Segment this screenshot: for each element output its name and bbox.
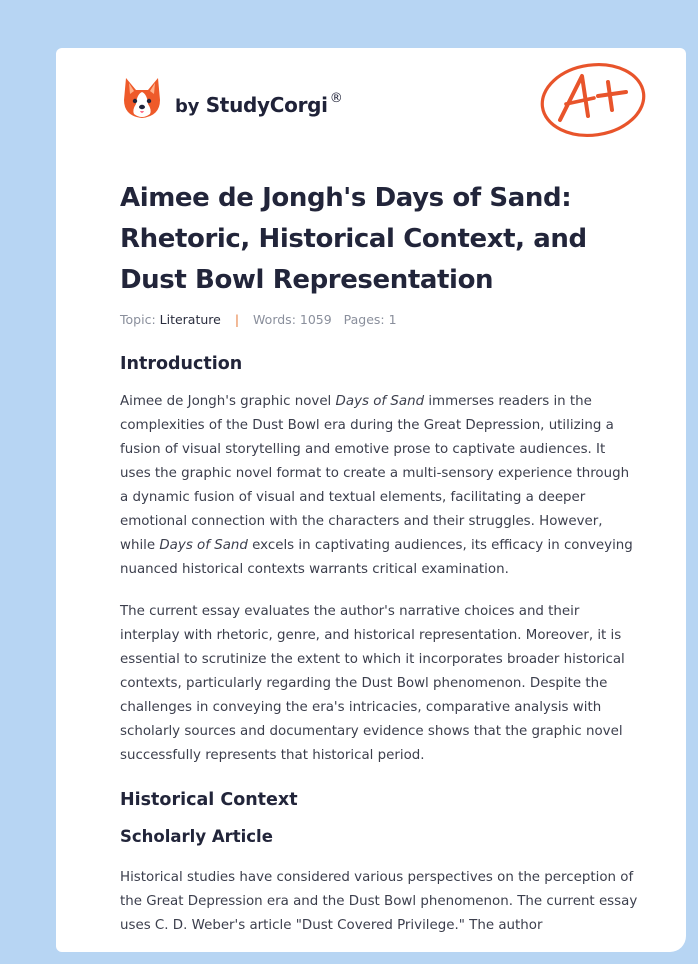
corgi-icon: [122, 76, 162, 120]
essay-body: [120, 350, 640, 938]
pages-value: 1: [388, 312, 397, 327]
essay-meta: [120, 312, 397, 327]
document-page: [56, 48, 686, 952]
section-heading-introduction: Introduction: [120, 354, 243, 374]
essay-title: Aimee de Jongh's Days of Sand: Rhetoric, Historical Context, and Dust Bowl Representation: [120, 183, 587, 295]
paragraph: Aimee de Jongh's graphic novel Days of Sand immerses readers in the complexities of the Dust Bowl era during the Great Depression, utilizing a fusion of visual storytelling and emotive prose to captivate audiences. It uses the graphic novel format to create a multi-sensory experience through a dynamic fusion of visual and textual elements, facilitating a deeper emotional connection with the characters and their struggles. However, while Days of Sand excels in captivating audiences, its efficacy in conveying nuanced historical contexts warrants critical examination.: [120, 394, 633, 577]
pages-label: Pages:: [343, 312, 385, 327]
topic-label: Topic:: [120, 312, 156, 327]
words-value: 1059: [299, 312, 332, 327]
grade-badge-icon: [536, 58, 648, 140]
subsection-heading-scholarly-article: Scholarly Article: [120, 827, 273, 846]
brand-name: by StudyCorgi ®: [175, 91, 343, 117]
meta-separator: |: [234, 312, 240, 327]
section-heading-historical-context: Historical Context: [120, 790, 298, 810]
paragraph: The current essay evaluates the author's narrative choices and their interplay with rhetoric, genre, and historical representation. Moreover, it is essential to scrutinize the extent to which it incorporates broader historical contexts, particularly regarding the Dust Bowl phenomenon. Despite the challenges in conveying the era's intricacies, comparative analysis with scholarly sources and documentary evidence shows that the graphic novel successfully represents that historical period.: [120, 604, 625, 763]
topic-link[interactable]: Literature: [159, 312, 221, 327]
words-label: Words:: [253, 312, 296, 327]
paragraph: Historical studies have considered various perspectives on the perception of the Great Depression era and the Dust Bowl phenomenon. The current essay uses C. D. Weber's article "Dust Covered Privilege." The author: [120, 870, 638, 933]
